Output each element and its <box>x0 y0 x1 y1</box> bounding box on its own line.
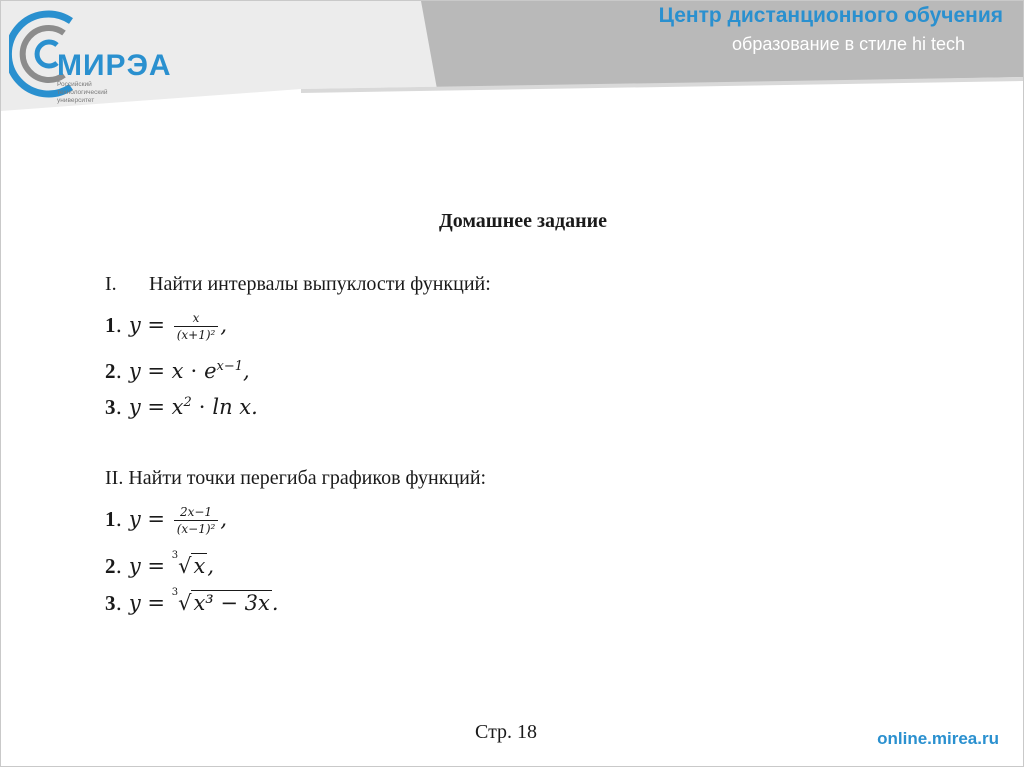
formula-tail: ⋅ ln 𝑥. <box>191 395 258 419</box>
section1-heading-text: Найти интервалы выпуклости функций: <box>149 273 491 295</box>
section1-heading <box>105 273 491 296</box>
brand-title: Центр дистанционного обучения <box>658 4 1003 27</box>
formula-number: 2 <box>105 554 116 578</box>
fraction <box>174 311 219 342</box>
formula-lhs: 𝑦 = <box>128 313 166 337</box>
denominator: (𝑥−1)² <box>176 522 216 536</box>
brand-block <box>659 3 1003 55</box>
brand-subtitle: образование в стиле hi tech <box>732 34 965 54</box>
fraction <box>174 505 219 536</box>
section2-heading: II. Найти точки перегиба графиков функций: <box>105 467 487 489</box>
formula-lhs: 𝑦 = 𝑥 <box>128 395 184 419</box>
formula-2-3: 3. 𝑦 = $^3$√𝑥³ − 3𝑥. <box>105 587 279 615</box>
formula-number: 1 <box>105 507 116 531</box>
formula-lhs: 𝑦 = 𝑥 ⋅ 𝑒 <box>128 359 217 383</box>
formula-lhs: 𝑦 = <box>128 591 166 615</box>
formula-tail: , <box>207 554 214 578</box>
radicand: 𝑥 <box>193 554 206 578</box>
formula-1-1: 1. 𝑦 = $\frac{\text{𝑥}}{\text{(𝑥+1)²}}$ , <box>105 311 228 342</box>
denominator: (𝑥+1)² <box>176 328 216 342</box>
logo-caption: Российский технологический университет <box>57 81 108 104</box>
formula-number: 2 <box>105 359 116 383</box>
formula-lhs: 𝑦 = <box>128 507 166 531</box>
formula-1-2: 2. 𝑦 = 𝑥 ⋅ 𝑒$^{𝑥-1}$, <box>105 359 250 383</box>
formula-2-1: 1. 𝑦 = $\frac{\text{2𝑥−1}}{\text{(𝑥−1)²}}$ , <box>105 505 228 536</box>
formula-1-3: 3. 𝑦 = 𝑥$^2$ ⋅ ln 𝑥. <box>105 395 258 419</box>
formula-number: 3 <box>105 591 116 615</box>
formula-tail: , <box>220 313 228 337</box>
radicand: 𝑥³ − 3𝑥 <box>193 591 270 615</box>
root-index: 3 <box>171 587 179 598</box>
formula-number: 1 <box>105 313 116 337</box>
numerator: 𝑥 <box>174 311 219 327</box>
logo-wordmark: МИРЭА <box>57 49 172 82</box>
cube-root: $^3$√𝑥 <box>171 550 206 578</box>
page-title: Домашнее задание <box>438 210 608 232</box>
numerator: 2𝑥−1 <box>174 505 219 521</box>
formula-number: 3 <box>105 395 116 419</box>
root-index: 3 <box>171 550 179 561</box>
formula-tail: . <box>271 591 279 615</box>
formula-tail: , <box>243 359 250 383</box>
page-number: Стр. 18 <box>475 721 538 743</box>
exponent: 2 <box>183 395 192 410</box>
site-link[interactable]: online.mirea.ru <box>877 729 999 748</box>
formula-tail: , <box>220 507 228 531</box>
exponent: 𝑥−1 <box>216 359 243 374</box>
cube-root: $^3$√𝑥³ − 3𝑥 <box>171 587 270 615</box>
formula-2-2: 2. 𝑦 = $^3$√𝑥, <box>105 550 214 578</box>
formula-lhs: 𝑦 = <box>128 554 166 578</box>
header-band <box>1 1 1023 111</box>
section1-numeral: I. <box>105 273 117 295</box>
